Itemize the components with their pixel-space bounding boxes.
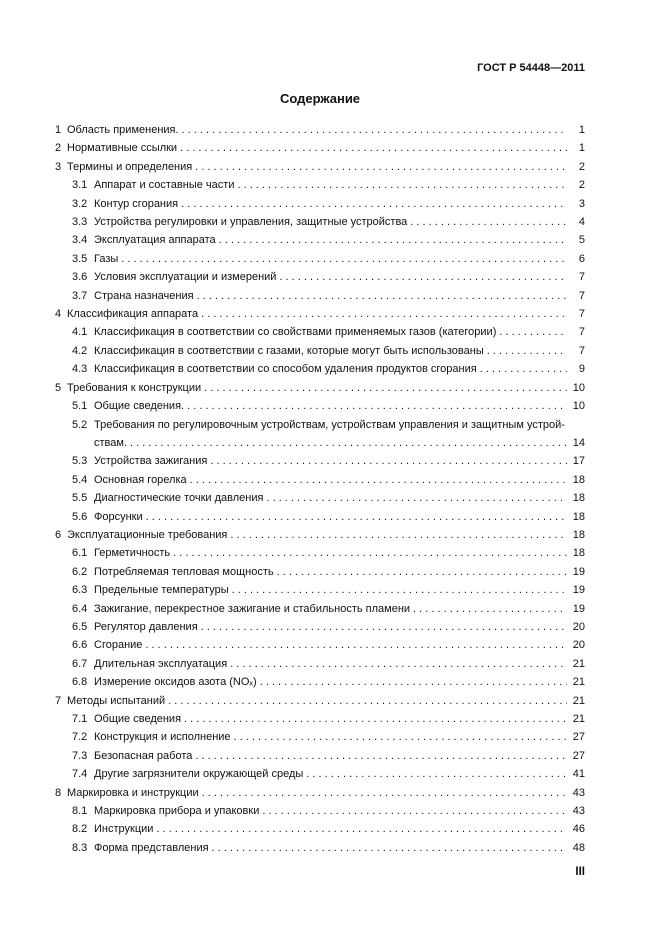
toc-entry-page: 21	[572, 676, 585, 689]
toc-entry-number: 6	[55, 528, 62, 541]
toc-entry	[55, 784, 585, 802]
toc-entry-page: 4	[578, 216, 585, 229]
toc-entry-number: 8.1	[72, 805, 88, 818]
toc-entry-label: Классификация аппарата	[67, 308, 199, 321]
toc-entry-line	[72, 728, 585, 746]
toc-entry-label: Методы испытаний	[67, 694, 166, 707]
toc-entry-label: Нормативные ссылки	[67, 142, 178, 155]
toc-entry	[55, 618, 585, 636]
toc-entry-line	[72, 471, 585, 489]
toc-entry-number: 6.5	[72, 620, 88, 633]
toc-entry	[55, 508, 585, 526]
toc-entry	[55, 673, 585, 691]
toc-entry-line	[55, 305, 585, 323]
toc-entry-line	[72, 416, 585, 434]
toc-entry-label: Безопасная работа	[94, 749, 193, 762]
toc-dot-leader	[201, 618, 567, 636]
toc-entry	[55, 121, 585, 139]
toc-entry-number: 3.5	[72, 252, 88, 265]
toc-entry	[55, 692, 585, 710]
toc-entry	[55, 213, 585, 231]
toc-entry-number: 6.1	[72, 547, 88, 560]
toc-entry-number: 5.4	[72, 473, 88, 486]
toc-entry-line	[55, 158, 585, 176]
toc-entry-line	[72, 176, 585, 194]
toc-entry-number: 5.2	[72, 418, 88, 431]
toc-entry-page: 18	[572, 492, 585, 505]
toc-entry-page: 20	[572, 639, 585, 652]
toc-dot-leader	[195, 158, 567, 176]
toc-entry-number: 3.1	[72, 179, 88, 192]
toc-dot-leader	[480, 360, 567, 378]
toc-entry	[55, 544, 585, 562]
toc-entry-label: Измерение оксидов азота (NOₓ)	[94, 676, 257, 689]
toc-entry-page: 17	[572, 455, 585, 468]
toc-entry-line	[72, 618, 585, 636]
toc-entry-number: 6.8	[72, 676, 88, 689]
toc-entry-page: 19	[572, 584, 585, 597]
toc-entry-page: 7	[578, 271, 585, 284]
toc-entry-line	[72, 673, 585, 691]
toc-entry-number: 3.2	[72, 197, 88, 210]
toc-entry-label: Область применения.	[67, 124, 179, 136]
toc-dot-leader	[145, 636, 567, 654]
toc-entry-number: 4.2	[72, 344, 88, 357]
toc-entry	[55, 268, 585, 286]
toc-entry-page: 27	[572, 749, 585, 762]
toc-entry-label: Требования к конструкции	[67, 381, 202, 394]
toc-entry	[55, 397, 585, 415]
toc-entry-page: 18	[572, 510, 585, 523]
toc-dot-leader	[202, 784, 567, 802]
toc-dot-leader	[180, 139, 567, 157]
toc-dot-leader	[173, 544, 567, 562]
toc-entry-number: 8	[55, 786, 62, 799]
toc-entry-number: 6.3	[72, 584, 88, 597]
toc-entry	[55, 231, 585, 249]
toc-dot-leader	[210, 452, 567, 470]
toc-entry	[55, 416, 585, 453]
toc-entry	[55, 360, 585, 378]
toc-entry-page: 6	[578, 252, 585, 265]
toc-entry-page: 18	[572, 547, 585, 560]
toc-entry-line	[72, 655, 585, 673]
toc-entry-label: Сгорание	[94, 639, 143, 652]
toc-entry-page: 3	[578, 197, 585, 210]
toc-entry-page: 5	[578, 234, 585, 247]
toc-entry-number: 6.4	[72, 602, 88, 615]
toc-entry-number: 7.4	[72, 768, 88, 781]
toc-entry	[55, 139, 585, 157]
toc-entry-number: 6.7	[72, 657, 88, 670]
toc-dot-leader	[413, 600, 567, 618]
toc-entry-page: 7	[578, 308, 585, 321]
toc-entry	[55, 839, 585, 857]
toc-dot-leader	[260, 673, 567, 691]
document-code: ГОСТ Р 54448—2011	[477, 62, 585, 74]
toc-dot-leader	[306, 765, 567, 783]
toc-entry-number: 3.7	[72, 289, 88, 302]
toc-dot-leader	[487, 342, 567, 360]
toc-entry-label: Требования по регулировочным устройствам, устройствам управления и защитным устрой-	[94, 418, 565, 431]
toc-entry-label: Маркировка прибора и упаковки	[94, 805, 260, 818]
toc-entry-label: Классификация в соответствии со способом удаления продуктов сгорания	[94, 363, 477, 376]
toc-entry-number: 5.3	[72, 455, 88, 468]
toc-entry	[55, 379, 585, 397]
toc-dot-leader	[130, 434, 567, 452]
toc-entry-page: 48	[572, 841, 585, 854]
toc-entry	[55, 176, 585, 194]
toc-entry	[55, 342, 585, 360]
toc-entry-label: ствам.	[94, 436, 127, 449]
toc-entry	[55, 728, 585, 746]
toc-entry-label: Конструкция и исполнение	[94, 731, 231, 744]
toc-entry-line	[72, 268, 585, 286]
toc-entry	[55, 600, 585, 618]
toc-entry-line	[72, 213, 585, 231]
toc-entry-line	[55, 139, 585, 157]
toc-entry-label: Маркировка и инструкции	[67, 786, 199, 799]
toc-entry-label: Эксплуатация аппарата	[94, 234, 216, 247]
toc-entry	[55, 158, 585, 176]
toc-entry-line	[72, 747, 585, 765]
toc-dot-leader	[156, 820, 567, 838]
toc-entry	[55, 710, 585, 728]
toc-entry	[55, 526, 585, 544]
toc-entry-label: Регулятор давления	[94, 620, 198, 633]
toc-dot-leader	[219, 231, 567, 249]
toc-entry	[55, 563, 585, 581]
toc-entry	[55, 802, 585, 820]
toc-entry-label: Общие сведения.	[94, 400, 185, 413]
toc-entry-number: 3.4	[72, 234, 88, 247]
toc-entry	[55, 747, 585, 765]
toc-dot-leader	[197, 287, 567, 305]
toc-dot-leader	[181, 195, 567, 213]
toc-entry-number: 8.2	[72, 823, 88, 836]
toc-entry-page: 18	[572, 473, 585, 486]
toc-dot-leader	[237, 176, 567, 194]
toc-entry	[55, 305, 585, 323]
toc-dot-leader	[279, 268, 567, 286]
toc-entry-line	[72, 544, 585, 562]
toc-entry-page: 7	[578, 326, 585, 339]
toc-dot-leader	[146, 508, 567, 526]
toc-entry-label: Инструкции	[94, 823, 154, 836]
toc-entry-line	[72, 820, 585, 838]
toc-dot-leader	[187, 397, 567, 415]
toc-entry-line	[72, 342, 585, 360]
toc-entry-line	[72, 287, 585, 305]
toc-entry-line	[72, 600, 585, 618]
toc-entry-label: Устройства регулировки и управления, защитные устройства	[94, 216, 408, 229]
toc-entry-label: Классификация в соответствии с газами, которые могут быть использованы	[94, 344, 484, 357]
toc-entry-line	[55, 121, 585, 139]
toc-entry-page: 9	[578, 363, 585, 376]
toc-entry-label: Длительная эксплуатация	[94, 657, 228, 670]
toc-entry-label: Газы	[94, 252, 119, 265]
toc-entry-page: 14	[572, 436, 585, 449]
toc-entry	[55, 820, 585, 838]
toc-dot-leader	[190, 471, 567, 489]
toc-entry-number: 2	[55, 142, 62, 155]
toc-dot-leader	[234, 728, 567, 746]
toc-entry-number: 3.6	[72, 271, 88, 284]
toc-entry-line	[72, 508, 585, 526]
toc-dot-leader	[182, 121, 567, 139]
toc-entry	[55, 636, 585, 654]
toc-entry-number: 4.3	[72, 363, 88, 376]
toc-dot-leader	[168, 692, 567, 710]
toc-entry-label: Основная горелка	[94, 473, 187, 486]
toc-entry-line	[72, 452, 585, 470]
toc-entry-label: Устройства зажигания	[94, 455, 208, 468]
toc-entry-number: 7	[55, 694, 62, 707]
toc-entry	[55, 655, 585, 673]
toc-entry	[55, 765, 585, 783]
toc-entry-page: 1	[578, 142, 585, 155]
toc-entry-number: 6.2	[72, 565, 88, 578]
toc-entry-number: 4	[55, 308, 62, 321]
toc-entry-line	[72, 765, 585, 783]
toc-dot-leader	[230, 655, 567, 673]
toc-entry	[55, 323, 585, 341]
toc-entry-number: 6.6	[72, 639, 88, 652]
toc-entry-line	[72, 636, 585, 654]
toc-entry	[55, 452, 585, 470]
toc-entry	[55, 581, 585, 599]
toc-entry-page: 1	[578, 124, 585, 136]
toc-entry-page: 21	[572, 657, 585, 670]
toc-entry-line	[55, 526, 585, 544]
toc-dot-leader	[195, 747, 567, 765]
toc-entry-page: 43	[572, 786, 585, 799]
toc-dot-leader	[262, 802, 567, 820]
toc-entry-line	[55, 379, 585, 397]
toc-entry-number: 7.2	[72, 731, 88, 744]
toc-entry-page: 7	[578, 289, 585, 302]
sheet-page-number: III	[575, 866, 585, 878]
toc-entry-number: 7.1	[72, 713, 88, 725]
toc-entry-page: 27	[572, 731, 585, 744]
toc-entry-page: 21	[572, 694, 585, 707]
toc-entry	[55, 489, 585, 507]
toc-dot-leader	[204, 379, 567, 397]
toc-entry-line	[72, 802, 585, 820]
toc-entry-line	[72, 710, 585, 728]
toc-entry-line	[72, 397, 585, 415]
toc-entry-page: 19	[572, 602, 585, 615]
toc-entry-label: Контур сгорания	[94, 197, 179, 210]
toc-dot-leader	[230, 526, 567, 544]
toc-entry-label: Условия эксплуатации и измерений	[94, 271, 277, 284]
toc-entry-number: 8.3	[72, 841, 88, 854]
toc-entry-label: Аппарат и составные части	[94, 179, 235, 192]
toc-entry-line	[72, 839, 585, 857]
toc-entry-number: 3	[55, 160, 62, 173]
toc-entry-label: Предельные температуры	[94, 584, 229, 597]
toc-dot-leader	[410, 213, 567, 231]
toc-entry-line	[72, 323, 585, 341]
toc-entry-page: 18	[572, 528, 585, 541]
toc-list	[55, 121, 585, 857]
toc-entry-label: Другие загрязнители окружающей среды	[94, 768, 304, 781]
toc-entry-label: Герметичность	[94, 547, 171, 560]
toc-entry-page: 41	[572, 768, 585, 781]
toc-dot-leader	[201, 305, 567, 323]
toc-entry-label: Классификация в соответствии со свойствами применяемых газов (категории)	[94, 326, 497, 339]
toc-entry-line	[72, 250, 585, 268]
toc-entry-line	[72, 489, 585, 507]
toc-entry-label: Эксплуатационные требования	[67, 528, 228, 541]
toc-entry-line	[72, 195, 585, 213]
toc-entry-line	[72, 231, 585, 249]
toc-entry-page: 2	[578, 179, 585, 192]
toc-entry-label: Страна назначения	[94, 289, 194, 302]
toc-entry-label: Потребляемая тепловая мощность	[94, 565, 274, 578]
toc-entry-line	[55, 692, 585, 710]
toc-dot-leader	[212, 839, 567, 857]
toc-entry-line	[55, 784, 585, 802]
toc-dot-leader	[232, 581, 567, 599]
page-title: Содержание	[279, 91, 361, 106]
toc-entry	[55, 471, 585, 489]
toc-entry-label: Форма представления	[94, 841, 209, 854]
toc-entry-line	[72, 360, 585, 378]
toc-entry-number: 5.1	[72, 400, 88, 413]
toc-entry-number: 3.3	[72, 216, 88, 229]
toc-entry-number: 1	[55, 124, 62, 136]
toc-entry	[55, 250, 585, 268]
toc-entry-page: 20	[572, 620, 585, 633]
toc-entry-page: 43	[572, 805, 585, 818]
toc-dot-leader	[266, 489, 567, 507]
toc-entry-number: 5.6	[72, 510, 88, 523]
toc-dot-leader	[499, 323, 567, 341]
toc-dot-leader	[121, 250, 567, 268]
toc-entry-number: 4.1	[72, 326, 88, 339]
toc-entry-label: Термины и определения	[67, 160, 193, 173]
toc-entry	[55, 287, 585, 305]
toc-entry-page: 46	[572, 823, 585, 836]
toc-entry-line	[72, 434, 585, 452]
toc-entry-page: 2	[578, 160, 585, 173]
toc-entry-line	[72, 581, 585, 599]
toc-entry-page: 21	[572, 713, 585, 725]
toc-entry-number: 5.5	[72, 492, 88, 505]
toc-entry-label: Зажигание, перекрестное зажигание и стабильность пламени	[94, 602, 411, 615]
toc-entry-page: 19	[572, 565, 585, 578]
toc-entry-page: 7	[578, 344, 585, 357]
toc-entry-label: Диагностические точки давления	[94, 492, 264, 505]
toc-dot-leader	[184, 710, 567, 728]
toc-entry-number: 5	[55, 381, 62, 394]
toc-entry-page: 10	[572, 400, 585, 413]
toc-entry-number: 7.3	[72, 749, 88, 762]
toc-entry-label: Форсунки	[94, 510, 143, 523]
toc-dot-leader	[277, 563, 567, 581]
toc-entry-line	[72, 563, 585, 581]
toc-entry-label: Общие сведения	[94, 713, 182, 725]
toc-entry	[55, 195, 585, 213]
toc-entry-page: 10	[572, 381, 585, 394]
